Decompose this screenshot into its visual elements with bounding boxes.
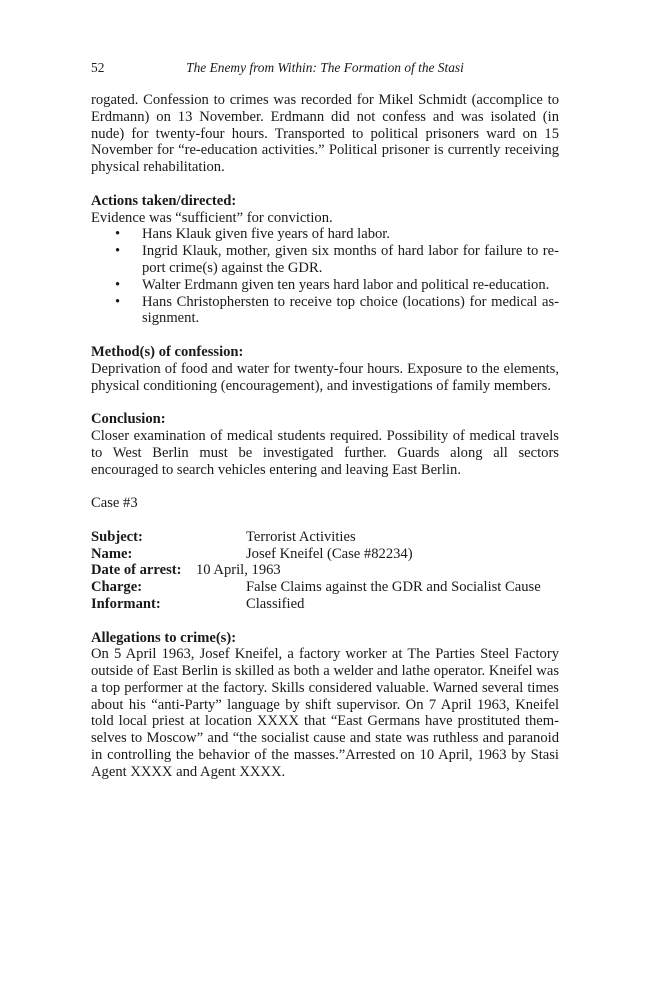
- document-page: [91, 60, 559, 781]
- actions-lead: Evidence was “sufficient” for conviction.: [91, 209, 333, 226]
- field-value: 10 April, 1963: [196, 562, 281, 579]
- actions-list: [91, 226, 559, 327]
- method-heading: Method(s) of confession:: [91, 343, 244, 360]
- field-value: Josef Kneifel (Case #82234): [246, 545, 413, 562]
- running-header: [91, 60, 559, 78]
- list-item: • Hans Christophersten to receive top choice (locations) for medical as-signment.: [91, 294, 559, 328]
- allegations-heading: Allegations to crime(s):: [91, 629, 237, 646]
- field-label: Date of arrest:: [91, 562, 182, 579]
- list-item: • Hans Klauk given five years of hard labor.: [91, 226, 559, 243]
- page-number: 52: [91, 60, 105, 75]
- field-value: False Claims against the GDR and Socialist Cause: [246, 579, 541, 596]
- field-name: [91, 546, 559, 563]
- list-item: • Ingrid Klauk, mother, given six months of hard labor for failure to re-port crime(s) against the GDR.: [91, 243, 559, 277]
- allegations-paragraph: On 5 April 1963, Josef Kneifel, a factory worker at The Parties Steel Factory outside of East Berlin is skilled as both a welder and lathe operator. Kneifel was a top performer at the factory. Skills considered valuable. Warned several times about his “anti-Party” language by shift supervisor. On 7 April 1963, Kneifel told local priest at location XXXX that “East Germans have prostituted them-selves to Moscow” and “the socialist cause and state was ruthless and paranoid in controlling the behavior of the masses.”Arrested on 10 April, 1963 by Stasi Agent XXXX and Agent XXXX.: [91, 646, 559, 780]
- case-label: Case #3: [91, 495, 138, 512]
- running-title: The Enemy from Within: The Formation of the Stasi: [186, 60, 464, 75]
- field-value: Classified: [246, 595, 305, 612]
- conclusion-paragraph: Closer examination of medical students required. Possibility of medical travels to West Berlin must be investigated further. Guards along all sectors encouraged to search vehicles entering and leaving East Berlin.: [91, 427, 559, 478]
- field-label: Subject:: [91, 528, 143, 545]
- conclusion-heading: Conclusion:: [91, 411, 166, 428]
- actions-heading: Actions taken/directed:: [91, 192, 237, 209]
- field-informant: [91, 596, 559, 613]
- field-charge: [91, 579, 559, 596]
- case-fields: [91, 529, 559, 613]
- list-item: • Walter Erdmann given ten years hard labor and political re-education.: [91, 277, 559, 294]
- field-subject: [91, 529, 559, 546]
- field-value: Terrorist Activities: [246, 528, 356, 545]
- field-label: Informant:: [91, 595, 161, 612]
- field-label: Name:: [91, 545, 133, 562]
- method-paragraph: Deprivation of food and water for twenty-four hours. Exposure to the elements, physical conditioning (encouragement), and investigations of family members.: [91, 360, 559, 394]
- intro-paragraph: rogated. Confession to crimes was recorded for Mikel Schmidt (accomplice to Erdmann) on 13 November. Erdmann did not confess and was isolated (in nude) for twenty-four hours. Transported to political prisoners ward on 15 November for “re-education activities.” Political prisoner is currently receiving physical rehabilitation.: [91, 92, 559, 176]
- field-label: Charge:: [91, 579, 143, 596]
- field-date-of-arrest: [91, 562, 559, 579]
